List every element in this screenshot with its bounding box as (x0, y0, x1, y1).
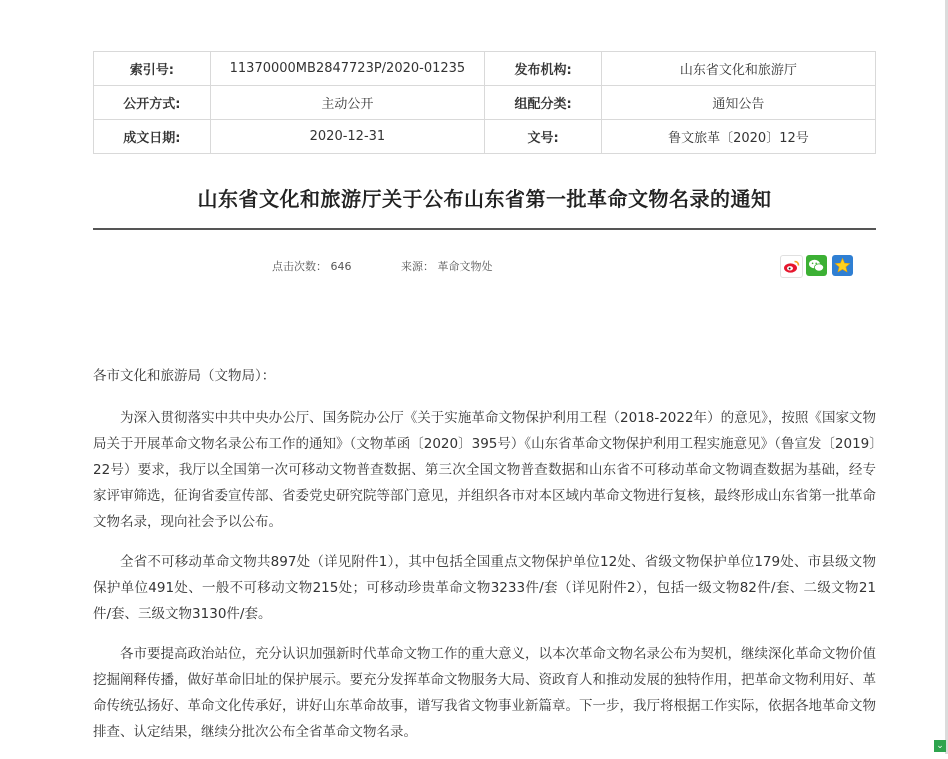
index-value: 11370000MB2847723P/2020-01235 (210, 52, 485, 86)
metadata-row (94, 86, 876, 120)
chevron-down-icon[interactable]: ⌄ (934, 740, 946, 752)
open-method-value: 主动公开 (210, 86, 485, 120)
publisher-value: 山东省文化和旅游厅 (601, 52, 875, 86)
body-paragraph: 为深入贯彻落实中共中央办公厅、国务院办公厅《关于实施革命文物保护利用工程（2018-2022年）的意见》，按照《国家文物局关于开展革命文物名录公布工作的通知》（文物革函〔2020〕395号）《山东省革命文物保护利用工程实施意见》（鲁宣发〔2019〕22号）要求，我厅以全国第一次可移动文物普查数据、第三次全国文物普查数据和山东省不可移动革命文物调查数据为基础，经专家评审筛选，征询省委宣传部、省委党史研究院等部门意见，并组织各市对本区域内革命文物进行复核，最终形成山东省第一批革命文物名录，现向社会予以公布。 (93, 410, 876, 530)
open-method-label: 公开方式: (94, 86, 211, 120)
doc-number-label: 文号: (485, 120, 602, 154)
title-divider (93, 228, 876, 230)
metadata-row (94, 120, 876, 154)
click-count: 点击次数： 646 (272, 260, 352, 273)
favorite-star-icon[interactable] (832, 255, 853, 276)
date-value: 2020-12-31 (210, 120, 485, 154)
salutation: 各市文化和旅游局（文物局）： (93, 368, 276, 384)
doc-number-value: 鲁文旅革〔2020〕12号 (601, 120, 875, 154)
index-label: 索引号: (94, 52, 211, 86)
wechat-icon[interactable] (806, 255, 827, 276)
category-label: 组配分类: (485, 86, 602, 120)
article-source: 来源： 革命文物处 (401, 260, 493, 273)
body-paragraph: 全省不可移动革命文物共897处（详见附件1），其中包括全国重点文物保护单位12处、省级文物保护单位179处、市县级文物保护单位491处、一般不可移动文物215处；可移动珍贵革命文物3233件/套（详见附件2），包括一级文物82件/套、二级文物21件/套、三级文物3130件/套。 (93, 554, 876, 622)
metadata-row (94, 52, 876, 86)
weibo-icon[interactable] (780, 255, 803, 278)
body-paragraph: 各市要提高政治站位，充分认识加强新时代革命文物工作的重大意义，以本次革命文物名录公布为契机，继续深化革命文物价值挖掘阐释传播，做好革命旧址的保护展示。要充分发挥革命文物服务大局、资政育人和推动发展的独特作用，把革命文物利用好、革命传统弘扬好、革命文化传承好，讲好山东革命故事，谱写我省文物事业新篇章。下一步，我厅将根据工作实际，依据各地革命文物排查、认定结果，继续分批次公布全省革命文物名录。 (93, 646, 876, 740)
article-body (93, 363, 876, 759)
date-label: 成文日期: (94, 120, 211, 154)
article-title: 山东省文化和旅游厅关于公布山东省第一批革命文物名录的通知 (197, 187, 772, 211)
publisher-label: 发布机构: (485, 52, 602, 86)
category-value: 通知公告 (601, 86, 875, 120)
document-metadata-table (93, 51, 876, 154)
